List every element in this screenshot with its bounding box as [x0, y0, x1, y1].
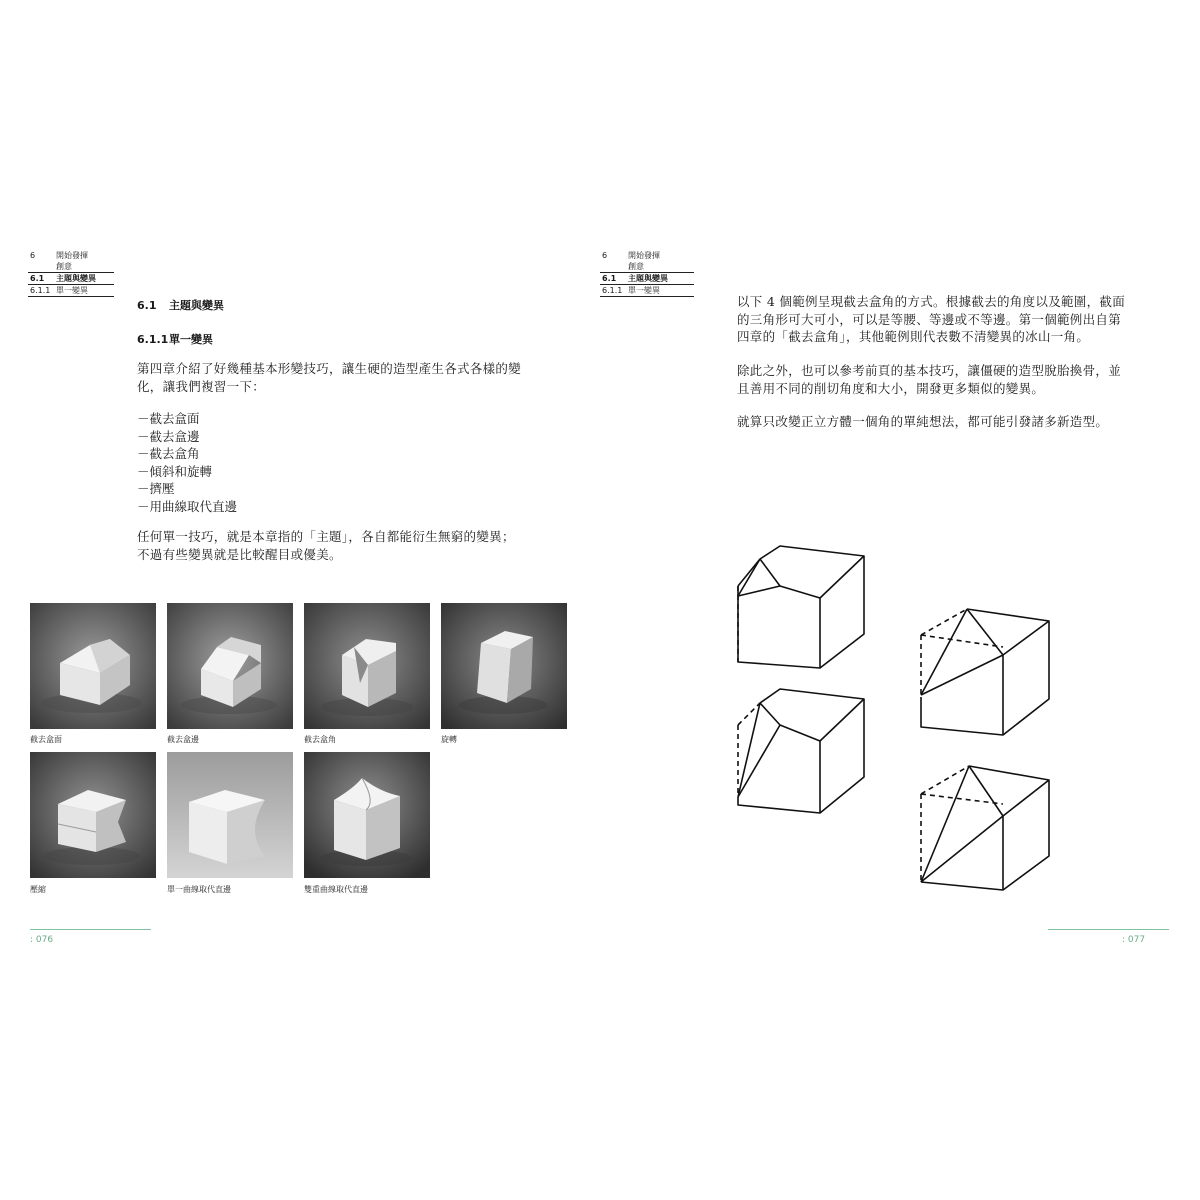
right-paragraph-2	[737, 362, 1121, 397]
paragraph-line: 以下 4 個範例呈現截去盒角的方式。根據截去的角度以及範圍，截面	[737, 294, 1126, 309]
left-running-head	[28, 250, 114, 297]
chapter-num: 6	[602, 251, 608, 260]
page-number-right: : 077	[1122, 935, 1146, 945]
section-heading-num: 6.1	[137, 299, 157, 312]
left-folio-rule	[30, 929, 151, 930]
subsection-title: 單一變異	[56, 286, 88, 295]
section-title: 主題與變異	[628, 274, 668, 283]
corner-cut-diagram-3	[730, 685, 870, 825]
photo-caption: 雙重曲線取代直邊	[304, 885, 368, 894]
photo-caption: 截去盒邊	[167, 735, 199, 744]
cube-cut-face-photo	[30, 603, 156, 729]
right-running-head	[600, 250, 694, 297]
right-paragraph-1	[737, 293, 1125, 346]
section-title: 主題與變異	[56, 274, 96, 283]
list-item: －截去盒面	[137, 411, 200, 426]
subsection-num: 6.1.1	[30, 286, 51, 295]
list-item: －傾斜和旋轉	[137, 463, 213, 479]
intro-paragraph	[137, 360, 521, 395]
photo-caption: 單一曲線取代直邊	[167, 885, 231, 894]
cube-single-curve-photo	[167, 752, 293, 878]
paragraph-line: 的三角形可大可小，可以是等腰、等邊或不等邊。第一個範例出自第	[737, 311, 1122, 327]
page-number-left: : 076	[30, 935, 54, 945]
list-item: －用曲線取代直邊	[137, 498, 238, 514]
chapter-title: 開始發揮	[628, 251, 660, 260]
corner-cut-diagram-1	[730, 540, 870, 680]
section-num: 6.1	[602, 274, 617, 283]
chapter-title-2: 創意	[628, 262, 644, 271]
paragraph-line: 除此之外，也可以參考前頁的基本技巧，讓僵硬的造型脫胎換骨，並	[737, 363, 1122, 378]
subsection-heading-num: 6.1.1	[137, 333, 169, 346]
paragraph-line: 就算只改變正立方體一個角的單純想法，都可能引發諸多新造型。	[737, 414, 1109, 429]
subsection-heading	[137, 331, 213, 347]
cube-cut-edge-photo	[167, 603, 293, 729]
corner-cut-diagram-2	[915, 605, 1055, 745]
conclusion-paragraph	[137, 528, 515, 563]
conclusion-line: 不過有些變異就是比較醒目或優美。	[137, 546, 342, 562]
subsection-title: 單一變異	[628, 286, 660, 295]
subsection-heading-title: 單一變異	[169, 333, 213, 346]
paragraph-line: 且善用不同的削切角度和大小，開發更多類似的變異。	[737, 380, 1045, 396]
photo-caption: 截去盒角	[304, 735, 336, 744]
section-num: 6.1	[30, 274, 45, 283]
corner-cut-diagram-4	[915, 760, 1055, 900]
technique-list	[137, 410, 237, 515]
chapter-title: 開始發揮	[56, 251, 88, 260]
section-heading-title: 主題與變異	[169, 299, 224, 312]
list-item: －截去盒邊	[137, 428, 200, 444]
list-item: －截去盒角	[137, 446, 200, 461]
right-folio-rule	[1048, 929, 1169, 930]
chapter-title-2: 創意	[56, 262, 72, 271]
section-heading	[137, 297, 224, 313]
right-paragraph-3	[737, 413, 1108, 431]
paragraph-line: 四章的「截去盒角」，其他範例則代表數不清變異的冰山一角。	[737, 329, 1090, 344]
intro-line: 第四章介紹了好幾種基本形變技巧，讓生硬的造型產生各式各樣的變	[137, 361, 522, 376]
cube-rotated-photo	[441, 603, 567, 729]
photo-caption: 旋轉	[441, 735, 457, 744]
cube-cut-corner-photo	[304, 603, 430, 729]
conclusion-line: 任何單一技巧，就是本章指的「主題」，各自都能衍生無窮的變異；	[137, 529, 515, 544]
chapter-num: 6	[30, 251, 36, 260]
list-item: －擠壓	[137, 481, 175, 496]
intro-line: 化，讓我們複習一下：	[137, 378, 266, 394]
photo-caption: 截去盒面	[30, 735, 62, 744]
subsection-num: 6.1.1	[602, 286, 623, 295]
cube-double-curve-photo	[304, 752, 430, 878]
photo-caption: 壓縮	[30, 885, 46, 894]
cube-compressed-photo	[30, 752, 156, 878]
